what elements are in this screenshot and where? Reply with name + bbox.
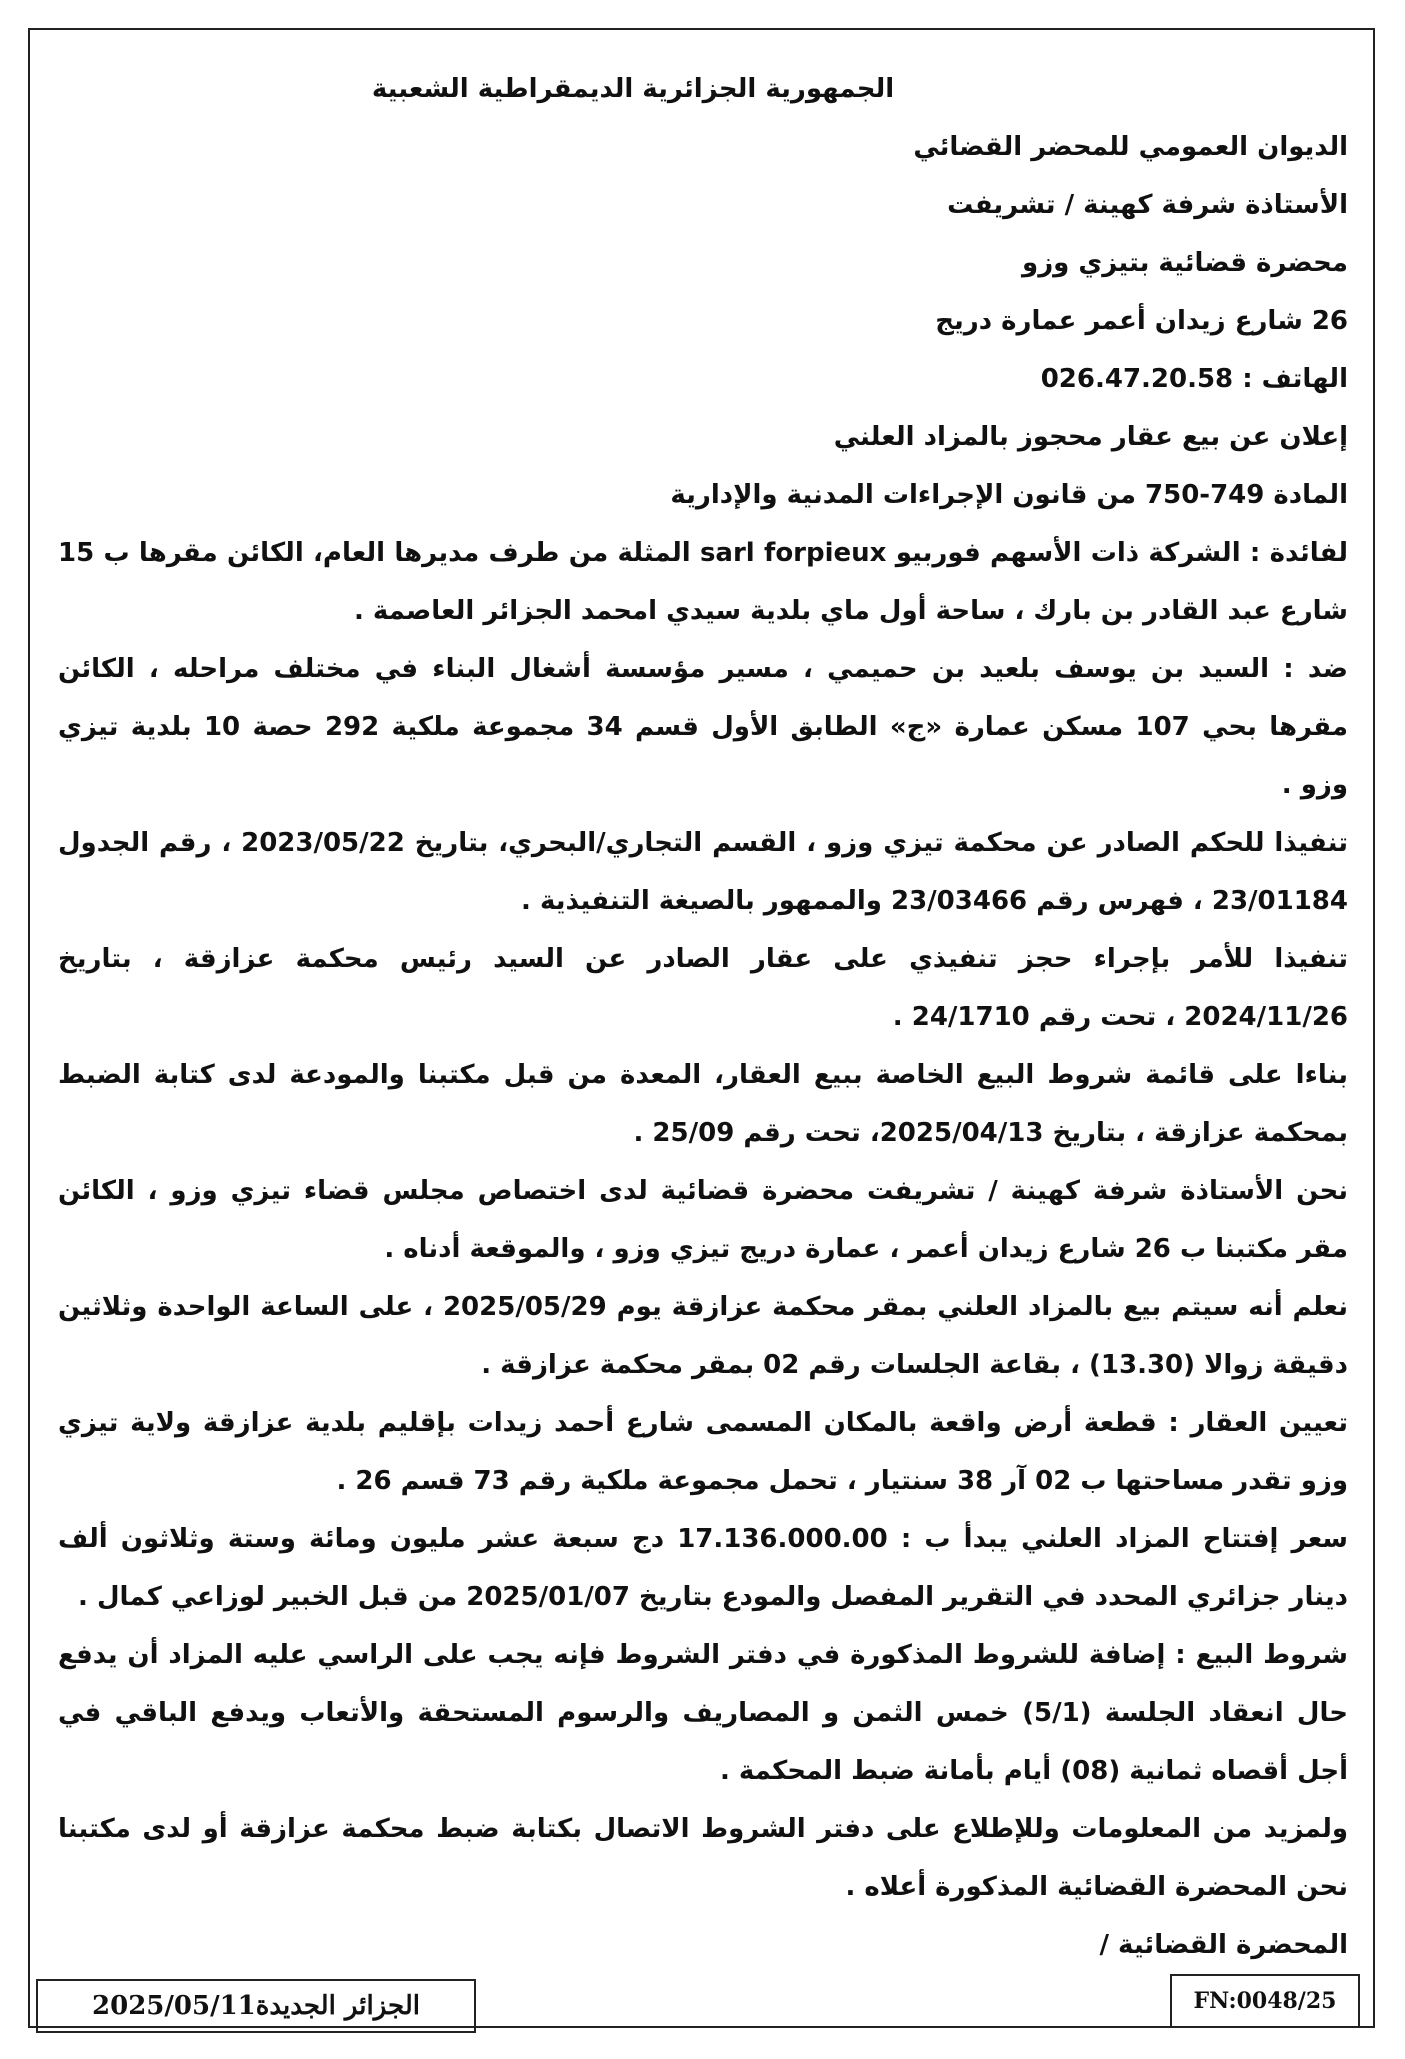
- bailiff-name: الأستاذة شرفة كهينة / تشريفت: [947, 190, 1348, 220]
- signature-line: المحضرة القضائية /: [1099, 1930, 1348, 1960]
- office-name: الديوان العمومي للمحضر القضائي: [913, 132, 1348, 162]
- paragraph-seizure-order: تنفيذا للأمر بإجراء حجز تنفيذي على عقار الصادر عن السيد رئيس محكمة عزازقة ، بتاريخ 2024/11/26 ، تحت رقم 24/1710 .: [58, 944, 1348, 1032]
- legal-reference: المادة 749-750 من قانون الإجراءات المدنية والإدارية: [670, 480, 1348, 510]
- paragraph-debtor: ضد : السيد بن يوسف بلعيد بن حميمي ، مسير مؤسسة أشغال البناء في مختلف مراحله ، الكائن مقرها بحي 107 مسكن عمارة «ج» الطابق الأول قسم 34 مجموعة ملكية 292 حصة 10 بلدية تيزي وزو .: [58, 654, 1348, 800]
- office-location: محضرة قضائية بتيزي وزو: [1022, 248, 1348, 278]
- paragraph-opening-price: سعر إفتتاح المزاد العلني يبدأ ب : 17.136.000.00 دج سبعة عشر مليون ومائة وستة وثلاثون ألف دينار جزائري المحدد في التقرير المفصل والمودع بتاريخ 2025/01/07 من قبل الخبير لوزاعي كمال .: [58, 1524, 1348, 1612]
- paragraph-judgment: تنفيذا للحكم الصادر عن محكمة تيزي وزو ، القسم التجاري/البحري، بتاريخ 2023/05/22 ، رقم الجدول 23/01184 ، فهرس رقم 23/03466 والممهور بالصيغة التنفيذية .: [58, 828, 1348, 916]
- notice-title: إعلان عن بيع عقار محجوز بالمزاد العلني: [833, 422, 1348, 452]
- paragraph-property: تعيين العقار : قطعة أرض واقعة بالمكان المسمى شارع أحمد زيدات بإقليم بلدية عزازقة ولاية تيزي وزو تقدر مساحتها ب 02 آر 38 سنتيار ، تحمل مجموعة ملكية رقم 73 قسم 26 .: [58, 1408, 1348, 1496]
- file-number-box: FN:0048/25: [1170, 1974, 1360, 2028]
- office-address: 26 شارع زيدان أعمر عمارة دريج: [935, 306, 1348, 336]
- paragraph-beneficiary: لفائدة : الشركة ذات الأسهم فوربيو sarl forpieux المثلة من طرف مديرها العام، الكائن مقرها ب 15 شارع عبد القادر بن بارك ، ساحة أول ماي بلدية سيدي امحمد الجزائر العاصمة .: [58, 538, 1348, 626]
- notice-content: [58, 60, 1348, 1974]
- paragraph-sale-conditions: شروط البيع : إضافة للشروط المذكورة في دفتر الشروط فإنه يجب على الراسي عليه المزاد أن يدفع حال انعقاد الجلسة (5/1) خمس الثمن و المصاريف والرسوم المستحقة والأتعاب ويدفع الباقي في أجل أقصاه ثمانية (08) أيام بأمانة ضبط المحكمة .: [58, 1640, 1348, 1786]
- paragraph-auction-date: نعلم أنه سيتم بيع بالمزاد العلني بمقر محكمة عزازقة يوم 2025/05/29 ، على الساعة الواحدة وثلاثين دقيقة زوالا (13.30) ، بقاعة الجلسات رقم 02 بمقر محكمة عزازقة .: [58, 1292, 1348, 1380]
- paragraph-bailiff: نحن الأستاذة شرفة كهينة / تشريفت محضرة قضائية لدى اختصاص مجلس قضاء تيزي وزو ، الكائن مقر مكتبنا ب 26 شارع زيدان أعمر ، عمارة دريج تيزي وزو ، والموقعة أدناه .: [58, 1176, 1348, 1264]
- paragraph-more-info: ولمزيد من المعلومات وللإطلاع على دفتر الشروط الاتصال بكتابة ضبط محكمة عزازقة أو لدى مكتبنا نحن المحضرة القضائية المذكورة أعلاه .: [58, 1814, 1348, 1902]
- paragraph-conditions-list: بناءا على قائمة شروط البيع الخاصة ببيع العقار، المعدة من قبل مكتبنا والمودعة لدى كتابة الضبط بمحكمة عزازقة ، بتاريخ 2025/04/13، تحت رقم 25/09 .: [58, 1060, 1348, 1148]
- republic-title: الجمهورية الجزائرية الديمقراطية الشعبية: [371, 74, 895, 104]
- newspaper-date-box: الجزائر الجديدة2025/05/11: [36, 1979, 476, 2033]
- office-phone: الهاتف : 026.47.20.58: [1040, 364, 1348, 394]
